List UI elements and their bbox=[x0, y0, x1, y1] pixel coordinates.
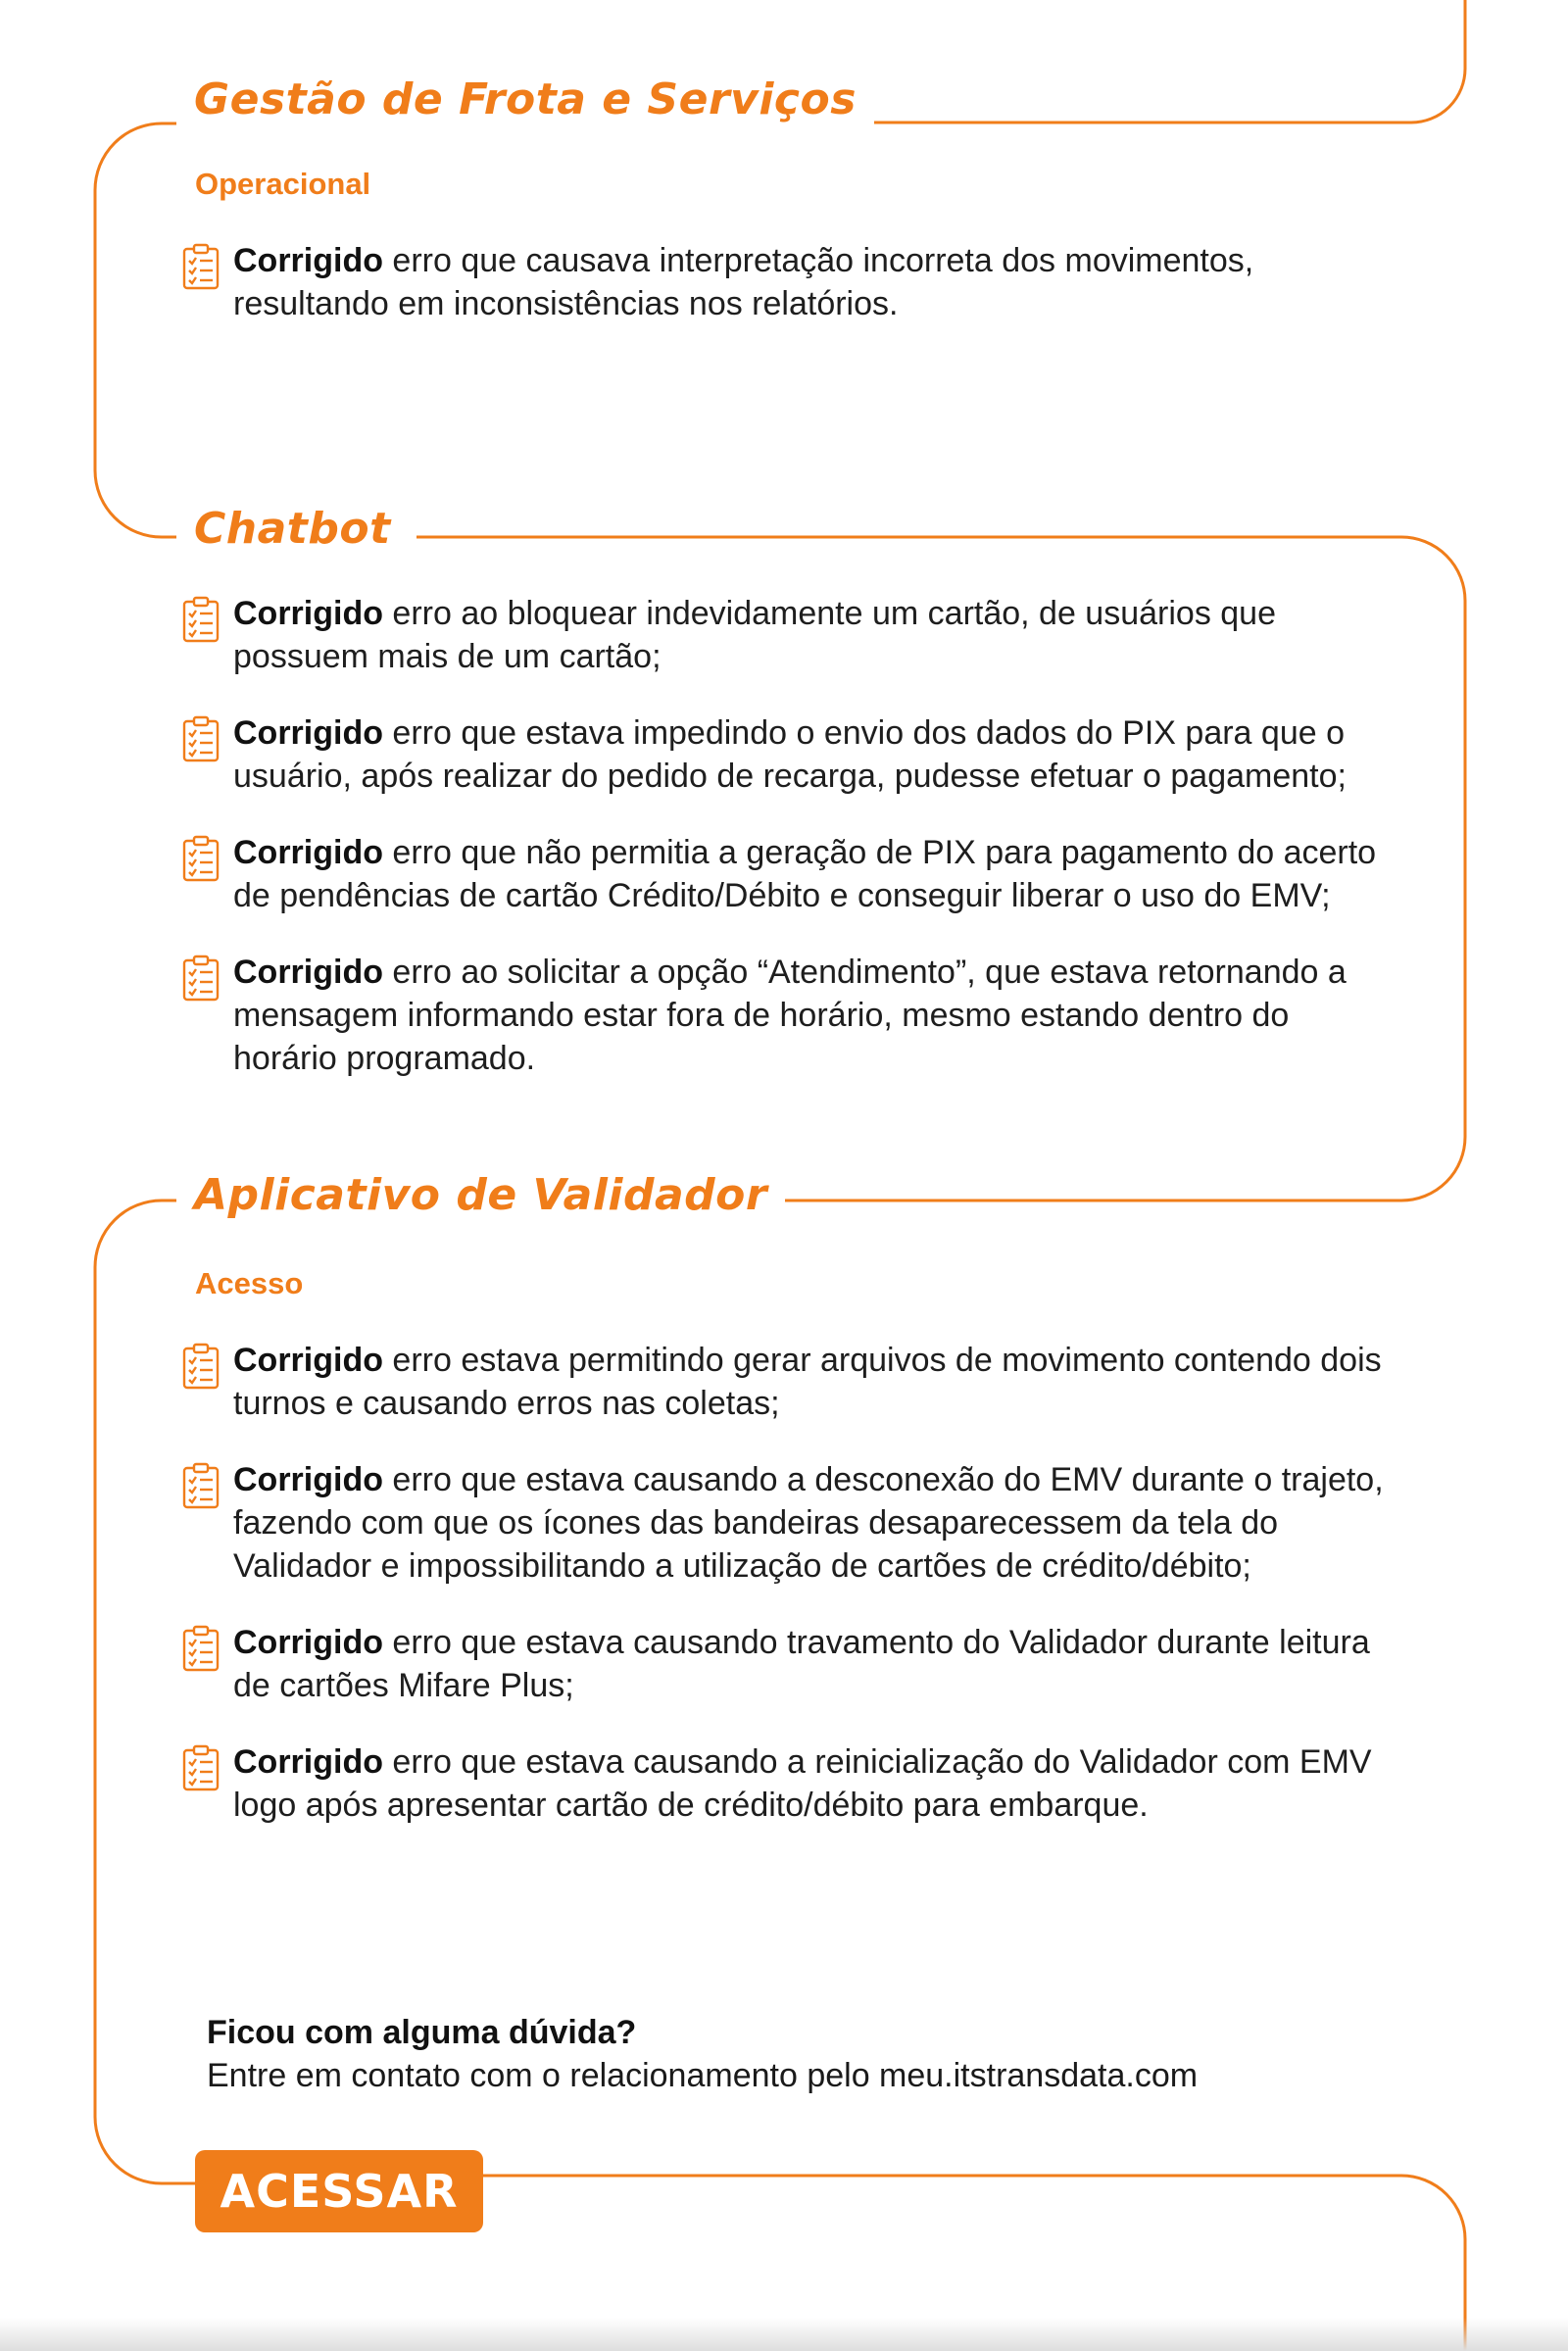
list-item bbox=[182, 831, 1397, 917]
clipboard-checklist-icon bbox=[182, 1625, 220, 1672]
fix-list-chatbot bbox=[182, 592, 1397, 1080]
fix-description: erro que estava causando travamento do Validador durante leitura de cartões Mifare Plus; bbox=[233, 1624, 1370, 1704]
fix-description: erro que não permitia a geração de PIX para pagamento do acerto de pendências de cartão Crédito/Débito e conseguir liberar o uso do EMV; bbox=[233, 834, 1377, 914]
fix-description: erro que estava impedindo o envio dos dados do PIX para que o usuário, após realizar do pedido de recarga, pudesse efetuar o pagamento; bbox=[233, 714, 1347, 795]
fix-label: Corrigido bbox=[233, 1461, 383, 1498]
fix-label: Corrigido bbox=[233, 242, 383, 279]
fix-label: Corrigido bbox=[233, 714, 383, 752]
clipboard-checklist-icon bbox=[182, 596, 220, 643]
clipboard-checklist-icon bbox=[182, 1744, 220, 1791]
section-title-gestao-frota: Gestão de Frota e Serviços bbox=[186, 74, 874, 126]
fix-description: erro que estava causando a desconexão do EMV durante o trajeto, fazendo com que os ícones das bandeiras desaparecessem da tela do Validador e impossibilitando a utilização de cartões de crédito/débito; bbox=[233, 1461, 1384, 1585]
fix-label: Corrigido bbox=[233, 1624, 383, 1661]
fix-label: Corrigido bbox=[233, 834, 383, 871]
list-item bbox=[182, 239, 1397, 325]
contact-footer bbox=[207, 2011, 1198, 2097]
section-subtitle-operacional: Operacional bbox=[195, 167, 371, 201]
fix-list-aplicativo-validador bbox=[182, 1339, 1397, 1827]
fix-description: erro que estava causando a reinicialização do Validador com EMV logo após apresentar cartão de crédito/débito para embarque. bbox=[233, 1743, 1372, 1824]
fix-description: erro ao solicitar a opção “Atendimento”, que estava retornando a mensagem informando estar fora de horário, mesmo estando dentro do horário programado. bbox=[233, 954, 1347, 1077]
section-subtitle-acesso: Acesso bbox=[195, 1266, 304, 1300]
bottom-shadow bbox=[0, 2318, 1568, 2351]
list-item bbox=[182, 1740, 1397, 1827]
fix-label: Corrigido bbox=[233, 954, 383, 991]
clipboard-checklist-icon bbox=[182, 243, 220, 290]
list-item bbox=[182, 711, 1397, 798]
list-item bbox=[182, 1339, 1397, 1425]
fix-description: erro que causava interpretação incorreta dos movimentos, resultando em inconsistências nos relatórios. bbox=[233, 242, 1254, 322]
list-item bbox=[182, 1621, 1397, 1707]
acessar-button[interactable]: ACESSAR bbox=[195, 2150, 483, 2232]
clipboard-checklist-icon bbox=[182, 835, 220, 882]
clipboard-checklist-icon bbox=[182, 715, 220, 762]
footer-contact-text: Entre em contato com o relacionamento pelo meu.itstransdata.com bbox=[207, 2057, 1199, 2094]
footer-question: Ficou com alguma dúvida? bbox=[207, 2014, 637, 2051]
fix-label: Corrigido bbox=[233, 595, 383, 632]
clipboard-checklist-icon bbox=[182, 955, 220, 1002]
section-title-aplicativo-validador: Aplicativo de Validador bbox=[186, 1170, 785, 1222]
clipboard-checklist-icon bbox=[182, 1462, 220, 1509]
fix-label: Corrigido bbox=[233, 1743, 383, 1781]
fix-label: Corrigido bbox=[233, 1342, 383, 1379]
section-title-chatbot: Chatbot bbox=[186, 504, 409, 556]
fix-list-gestao-frota bbox=[182, 239, 1397, 325]
list-item bbox=[182, 1458, 1397, 1588]
fix-description: erro estava permitindo gerar arquivos de movimento contendo dois turnos e causando erros nas coletas; bbox=[233, 1342, 1382, 1422]
fix-description: erro ao bloquear indevidamente um cartão, de usuários que possuem mais de um cartão; bbox=[233, 595, 1276, 675]
list-item bbox=[182, 592, 1397, 678]
list-item bbox=[182, 951, 1397, 1080]
clipboard-checklist-icon bbox=[182, 1343, 220, 1390]
